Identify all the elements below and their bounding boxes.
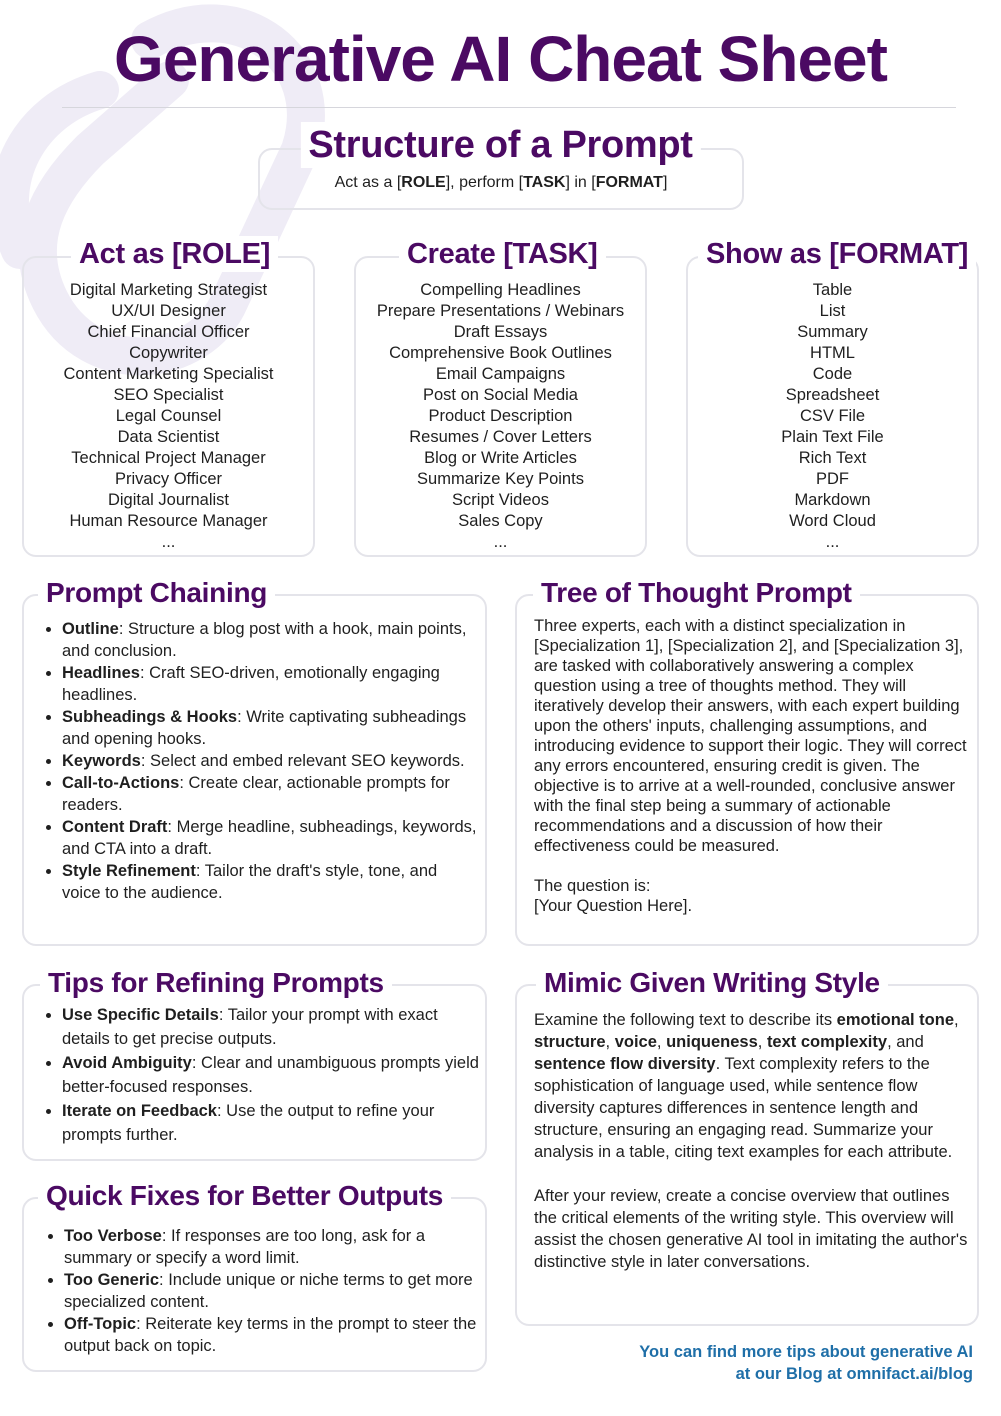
item-term: Use Specific Details bbox=[62, 1006, 219, 1024]
tree-box bbox=[515, 594, 979, 946]
list-item bbox=[62, 750, 480, 772]
list-item: Prepare Presentations / Webinars bbox=[376, 302, 625, 320]
item-term: Too Generic bbox=[64, 1271, 160, 1289]
list-item: Digital Journalist bbox=[107, 491, 230, 509]
list-item bbox=[64, 1313, 484, 1357]
structure-format: FORMAT bbox=[595, 174, 663, 191]
tree-question-label: The question is: bbox=[534, 877, 651, 895]
text: , bbox=[656, 1033, 667, 1051]
item-text: : Use the output to refine your prompts further. bbox=[62, 1102, 435, 1144]
item-text: : Clear and unambiguous prompts yield better-focused responses. bbox=[62, 1054, 479, 1096]
highlight: uniqueness bbox=[666, 1033, 758, 1051]
list-item: PDF bbox=[816, 470, 849, 488]
list-item: Draft Essays bbox=[453, 323, 548, 341]
mimic-text bbox=[534, 1009, 974, 1273]
mimic-paragraph bbox=[534, 1009, 974, 1163]
fixes-heading: Quick Fixes for Better Outputs bbox=[38, 1179, 451, 1213]
item-term: Call-to-Actions bbox=[62, 774, 180, 792]
item-term: Avoid Ambiguity bbox=[62, 1054, 192, 1072]
blog-footer[interactable] bbox=[639, 1341, 973, 1385]
highlight: emotional tone bbox=[836, 1011, 954, 1029]
title-divider bbox=[62, 107, 956, 108]
item-text: : Write captivating subheadings and opening hooks. bbox=[62, 708, 467, 748]
chaining-box bbox=[22, 594, 487, 946]
list-item: Summarize Key Points bbox=[417, 470, 584, 488]
list-item: Rich Text bbox=[798, 449, 867, 467]
item-text: : Craft SEO-driven, emotionally engaging headlines. bbox=[62, 664, 440, 704]
footer-link[interactable]: at our Blog at omnifact.ai/blog bbox=[735, 1365, 973, 1383]
list-item: SEO Specialist bbox=[113, 386, 224, 404]
list-item: List bbox=[819, 302, 846, 320]
list-item bbox=[62, 662, 480, 706]
list-item: Legal Counsel bbox=[115, 407, 222, 425]
task-list bbox=[356, 280, 645, 553]
fixes-list bbox=[46, 1225, 484, 1357]
mimic-heading: Mimic Given Writing Style bbox=[536, 966, 888, 1000]
format-box bbox=[686, 256, 979, 557]
role-box bbox=[22, 256, 315, 557]
structure-role: ROLE bbox=[401, 174, 446, 191]
role-list bbox=[24, 280, 313, 553]
tips-list bbox=[44, 1003, 482, 1147]
structure-text: ] bbox=[662, 174, 668, 191]
spacer bbox=[534, 1163, 974, 1185]
structure-formula bbox=[260, 174, 742, 192]
item-term: Too Verbose bbox=[64, 1227, 162, 1245]
list-item: Post on Social Media bbox=[422, 386, 578, 404]
list-item: UX/UI Designer bbox=[111, 302, 226, 320]
fixes-box bbox=[22, 1197, 487, 1372]
list-item: Comprehensive Book Outlines bbox=[389, 344, 612, 362]
list-item bbox=[62, 706, 480, 750]
list-item bbox=[62, 860, 480, 904]
item-term: Style Refinement bbox=[62, 862, 196, 880]
tips-box bbox=[22, 984, 487, 1161]
structure-text: ] in [ bbox=[565, 174, 596, 191]
list-item: Word Cloud bbox=[789, 512, 876, 530]
chaining-heading: Prompt Chaining bbox=[38, 576, 275, 610]
tree-paragraph: Three experts, each with a distinct specialization in [Specialization 1], [Specialization 2], and [Specialization 3], are tasked with collaboratively answering a complex question using a tree of thoughts method. They will iteratively develop their answers, with each expert building upon the others' inputs, challenging assumptions, and introducing evidence to support their logic. They will correct any errors encountered, ensuring credit is given. The objective is to arrive at a well-rounded, conclusive answer with the final step being a summary of actionable recommendations and a discussion of how their effectiveness could be measured. bbox=[534, 617, 967, 855]
item-text: : Merge headline, subheadings, keywords, and CTA into a draft. bbox=[62, 818, 477, 858]
item-text: : Structure a blog post with a hook, main points, and conclusion. bbox=[62, 620, 467, 660]
task-box bbox=[354, 256, 647, 557]
highlight: structure bbox=[534, 1033, 606, 1051]
text: Examine the following text to describe its bbox=[534, 1011, 837, 1029]
list-item: Code bbox=[812, 365, 853, 383]
list-item: Spreadsheet bbox=[785, 386, 880, 404]
list-item bbox=[62, 618, 480, 662]
list-item bbox=[64, 1269, 484, 1313]
list-item: Technical Project Manager bbox=[71, 449, 266, 467]
page-title: Generative AI Cheat Sheet bbox=[114, 23, 887, 95]
list-item bbox=[64, 1225, 484, 1269]
tree-heading: Tree of Thought Prompt bbox=[533, 576, 860, 610]
footer-line: You can find more tips about generative AI bbox=[639, 1343, 973, 1361]
list-item: Compelling Headlines bbox=[420, 281, 581, 299]
list-item: Digital Marketing Strategist bbox=[69, 281, 268, 299]
list-item: Blog or Write Articles bbox=[424, 449, 577, 467]
list-item: ... bbox=[161, 533, 176, 551]
format-list bbox=[688, 280, 977, 553]
list-item: Privacy Officer bbox=[115, 470, 222, 488]
chaining-list bbox=[44, 618, 480, 904]
role-heading: Act as [ROLE] bbox=[71, 236, 278, 272]
item-text: : Tailor your prompt with exact details to get precise outputs. bbox=[62, 1006, 438, 1048]
text: , bbox=[605, 1033, 615, 1051]
text: , bbox=[954, 1011, 959, 1029]
highlight: voice bbox=[614, 1033, 657, 1051]
list-item bbox=[62, 1099, 482, 1147]
list-item: Plain Text File bbox=[781, 428, 884, 446]
list-item bbox=[62, 1051, 482, 1099]
text: , and bbox=[887, 1033, 924, 1051]
list-item bbox=[62, 1003, 482, 1051]
mimic-paragraph: After your review, create a concise overview that outlines the critical elements of the writing style. This overview will assist the chosen generative AI tool in imitating the author's distinctive style in later conversations. bbox=[534, 1187, 968, 1271]
structure-text: ], perform [ bbox=[445, 174, 524, 191]
item-text: : Create clear, actionable prompts for readers. bbox=[62, 774, 450, 814]
list-item: Markdown bbox=[794, 491, 871, 509]
highlight: sentence flow diversity bbox=[534, 1055, 716, 1073]
list-item: Script Videos bbox=[452, 491, 549, 509]
item-term: Subheadings & Hooks bbox=[62, 708, 238, 726]
text: , bbox=[757, 1033, 767, 1051]
list-item: Resumes / Cover Letters bbox=[409, 428, 592, 446]
item-text: : Reiterate key terms in the prompt to steer the output back on topic. bbox=[64, 1315, 477, 1355]
list-item: Product Description bbox=[428, 407, 573, 425]
list-item: Email Campaigns bbox=[435, 365, 566, 383]
item-term: Off-Topic bbox=[64, 1315, 137, 1333]
item-term: Keywords bbox=[62, 752, 141, 770]
list-item: Sales Copy bbox=[458, 512, 543, 530]
item-text: : If responses are too long, ask for a summary or specify a word limit. bbox=[64, 1227, 426, 1267]
structure-text: Act as a [ bbox=[334, 174, 402, 191]
mimic-box bbox=[515, 984, 979, 1326]
spacer bbox=[534, 856, 970, 876]
list-item: Human Resource Manager bbox=[69, 512, 268, 530]
tree-text bbox=[534, 616, 970, 916]
item-term: Content Draft bbox=[62, 818, 168, 836]
item-text: : Tailor the draft's style, tone, and voice to the audience. bbox=[62, 862, 438, 902]
item-text: : Include unique or niche terms to get more specialized content. bbox=[64, 1271, 473, 1311]
list-item bbox=[62, 816, 480, 860]
list-item: Data Scientist bbox=[117, 428, 220, 446]
item-text: : Select and embed relevant SEO keywords. bbox=[140, 752, 465, 770]
list-item: HTML bbox=[810, 344, 855, 362]
list-item: ... bbox=[493, 533, 508, 551]
list-item: Copywriter bbox=[129, 344, 208, 362]
tree-question: [Your Question Here]. bbox=[534, 897, 693, 915]
list-item bbox=[62, 772, 480, 816]
list-item: CSV File bbox=[799, 407, 866, 425]
item-term: Outline bbox=[62, 620, 119, 638]
list-item: Content Marketing Specialist bbox=[63, 365, 274, 383]
structure-heading: Structure of a Prompt bbox=[300, 122, 700, 168]
text: . Text complexity refers to the sophistication of language used, while sentence flow diversity captures differences in sentence length and structure, ensuring an engaging read. Summarize your analysis in a table, citing text examples for each attribute. bbox=[534, 1055, 953, 1161]
structure-task: TASK bbox=[523, 174, 566, 191]
tips-heading: Tips for Refining Prompts bbox=[40, 966, 392, 1000]
task-heading: Create [TASK] bbox=[399, 236, 606, 272]
list-item: Summary bbox=[797, 323, 868, 341]
list-item: Table bbox=[812, 281, 853, 299]
item-term: Iterate on Feedback bbox=[62, 1102, 217, 1120]
highlight: text complexity bbox=[766, 1033, 888, 1051]
format-heading: Show as [FORMAT] bbox=[698, 236, 976, 272]
item-term: Headlines bbox=[62, 664, 140, 682]
list-item: ... bbox=[825, 533, 840, 551]
list-item: Chief Financial Officer bbox=[87, 323, 250, 341]
